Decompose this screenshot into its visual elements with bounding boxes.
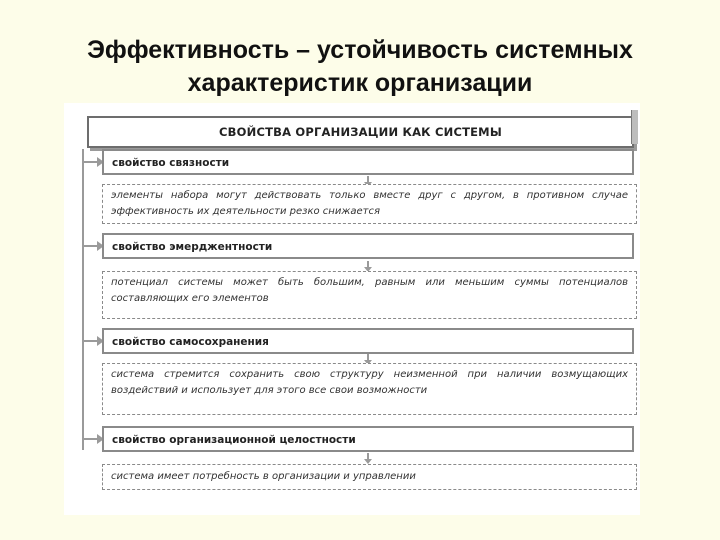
down-arrow xyxy=(367,354,369,360)
down-arrow xyxy=(367,453,369,459)
organization-properties-diagram xyxy=(64,103,640,515)
description-box-emergence: потенциал системы может быть большим, равным или меньшим суммы потенциалов составляющих его элементов xyxy=(102,271,637,319)
connector-arrow xyxy=(84,438,98,440)
connector-arrow xyxy=(84,161,98,163)
connector-rail xyxy=(82,149,84,450)
property-box-organizational-integrity: свойство организационной целостности xyxy=(102,426,634,452)
property-box-self-preservation: свойство самосохранения xyxy=(102,328,634,354)
property-box-connectivity: свойство связности xyxy=(102,149,634,175)
header-3d-edge xyxy=(631,110,638,144)
down-arrow xyxy=(367,261,369,267)
connector-arrow xyxy=(84,245,98,247)
property-box-emergence: свойство эмерджентности xyxy=(102,233,634,259)
down-arrow xyxy=(367,176,369,182)
diagram-header: СВОЙСТВА ОРГАНИЗАЦИИ КАК СИСТЕМЫ xyxy=(87,116,634,148)
description-box-self-preservation: система стремится сохранить свою структуру неизменной при наличии возмущающих воздействий и использует для этого все свои возможности xyxy=(102,363,637,415)
description-box-organizational-integrity: система имеет потребность в организации и управлении xyxy=(102,464,637,490)
connector-arrow xyxy=(84,340,98,342)
slide-title: Эффективность – устойчивость системных характеристик организации xyxy=(87,36,633,97)
description-box-connectivity: элементы набора могут действовать только вместе друг с другом, в противном случае эффективность их деятельности резко снижается xyxy=(102,184,637,224)
